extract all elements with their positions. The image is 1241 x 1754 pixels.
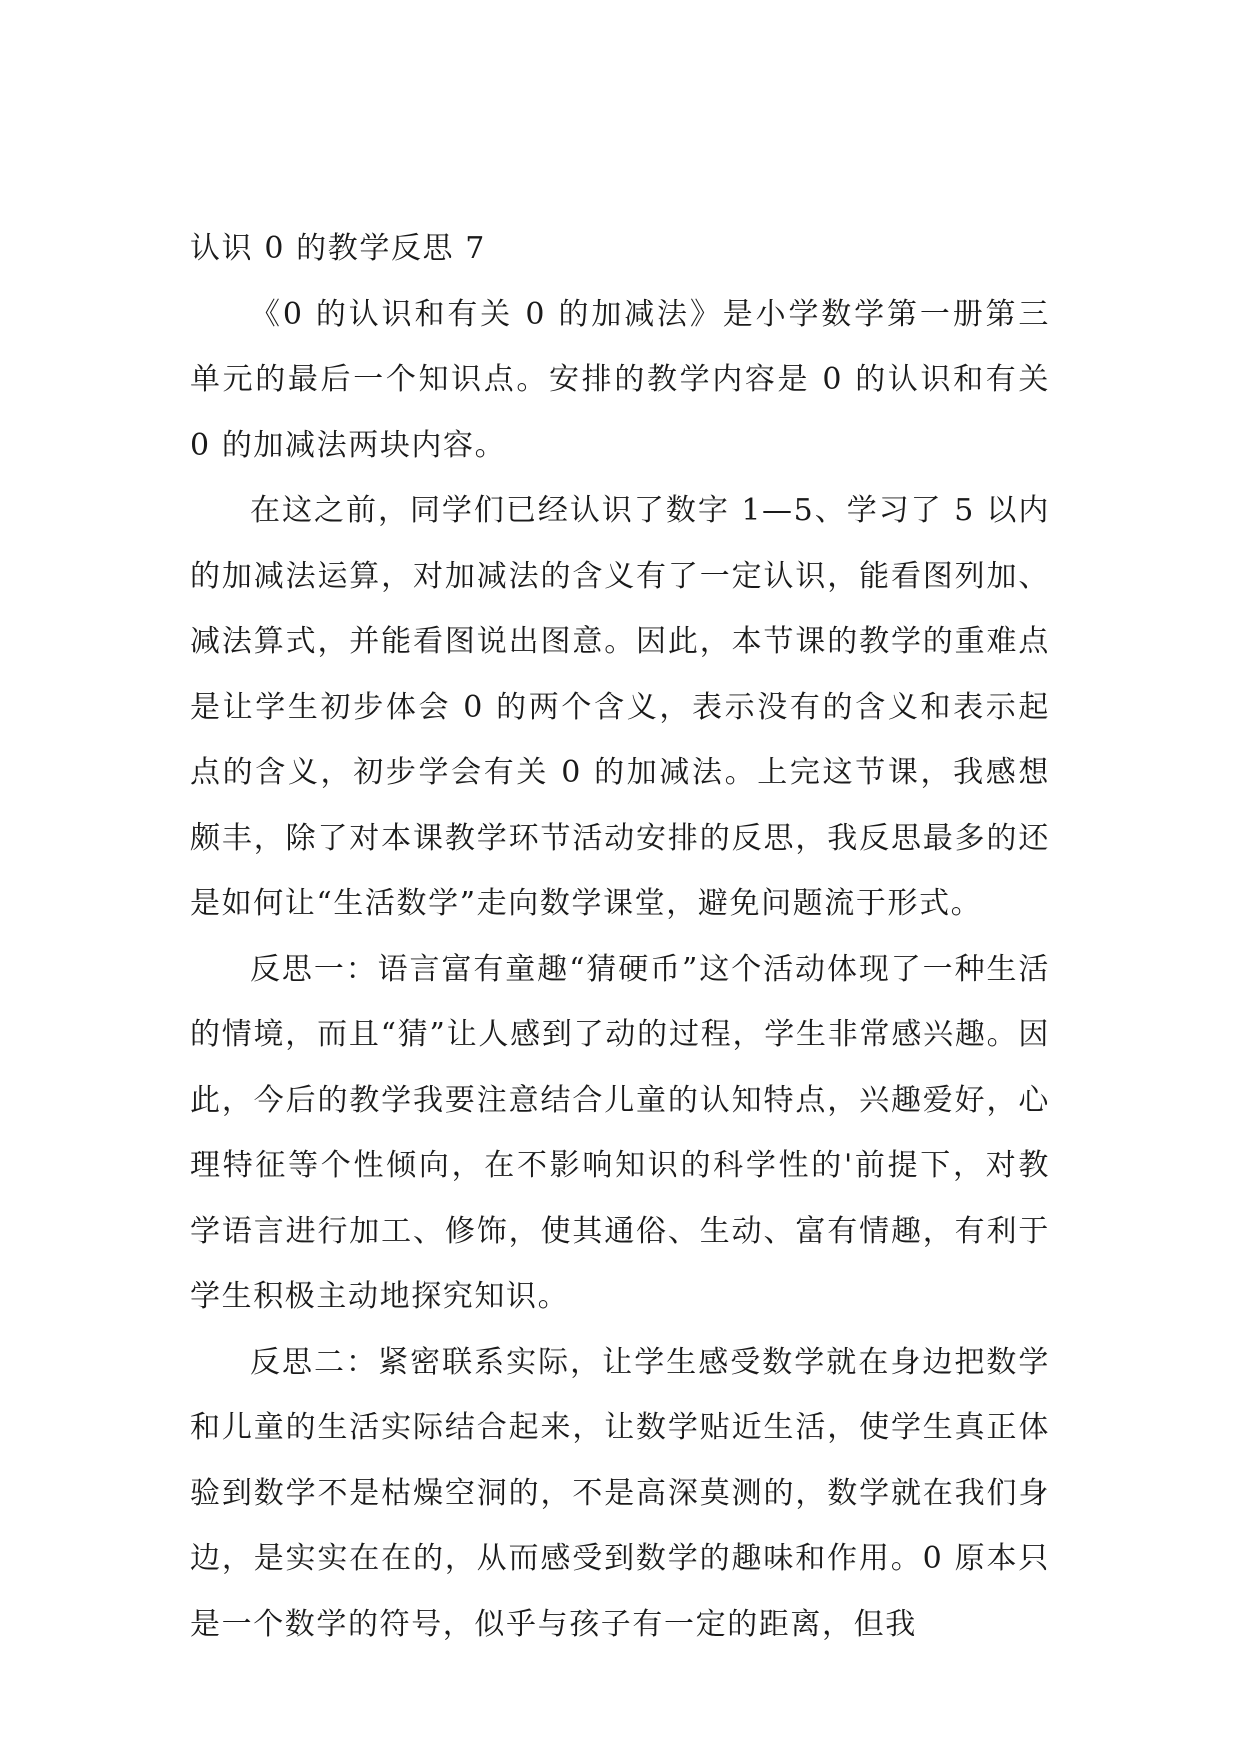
- paragraph-background: 在这之前，同学们已经认识了数字 1—5、学习了 5 以内的加减法运算，对加减法的含义有了一定认识，能看图列加、减法算式，并能看图说出图意。因此，本节课的教学的重难点是让学生初步体会 0 的两个含义，表示没有的含义和表示起点的含义，初步学会有关 0 的加减法。上完这节课，我感想颇丰，除了对本课教学环节活动安排的反思，我反思最多的还是如何让“生活数学”走向数学课堂，避免问题流于形式。: [190, 493, 1050, 921]
- paragraph-reflection-one: 反思一：语言富有童趣“猜硬币”这个活动体现了一种生活的情境，而且“猜”让人感到了动的过程，学生非常感兴趣。因此，今后的教学我要注意结合儿童的认知特点，兴趣爱好，心理特征等个性倾向，在不影响知识的科学性的'前提下，对教学语言进行加工、修饰，使其通俗、生动、富有情趣，有利于学生积极主动地探究知识。: [190, 951, 1050, 1314]
- document-title: 认识 0 的教学反思 7: [190, 231, 486, 266]
- document-body: [190, 216, 1050, 1657]
- paragraph-reflection-two: 反思二：紧密联系实际，让学生感受数学就在身边把数学和儿童的生活实际结合起来，让数学贴近生活，使学生真正体验到数学不是枯燥空洞的，不是高深莫测的，数学就在我们身边，是实实在在的，从而感受到数学的趣味和作用。0 原本只是一个数学的符号，似乎与孩子有一定的距离，但我: [190, 1344, 1050, 1642]
- paragraph-intro: 《0 的认识和有关 0 的加减法》是小学数学第一册第三单元的最后一个知识点。安排的教学内容是 0 的认识和有关 0 的加减法两块内容。: [190, 296, 1050, 463]
